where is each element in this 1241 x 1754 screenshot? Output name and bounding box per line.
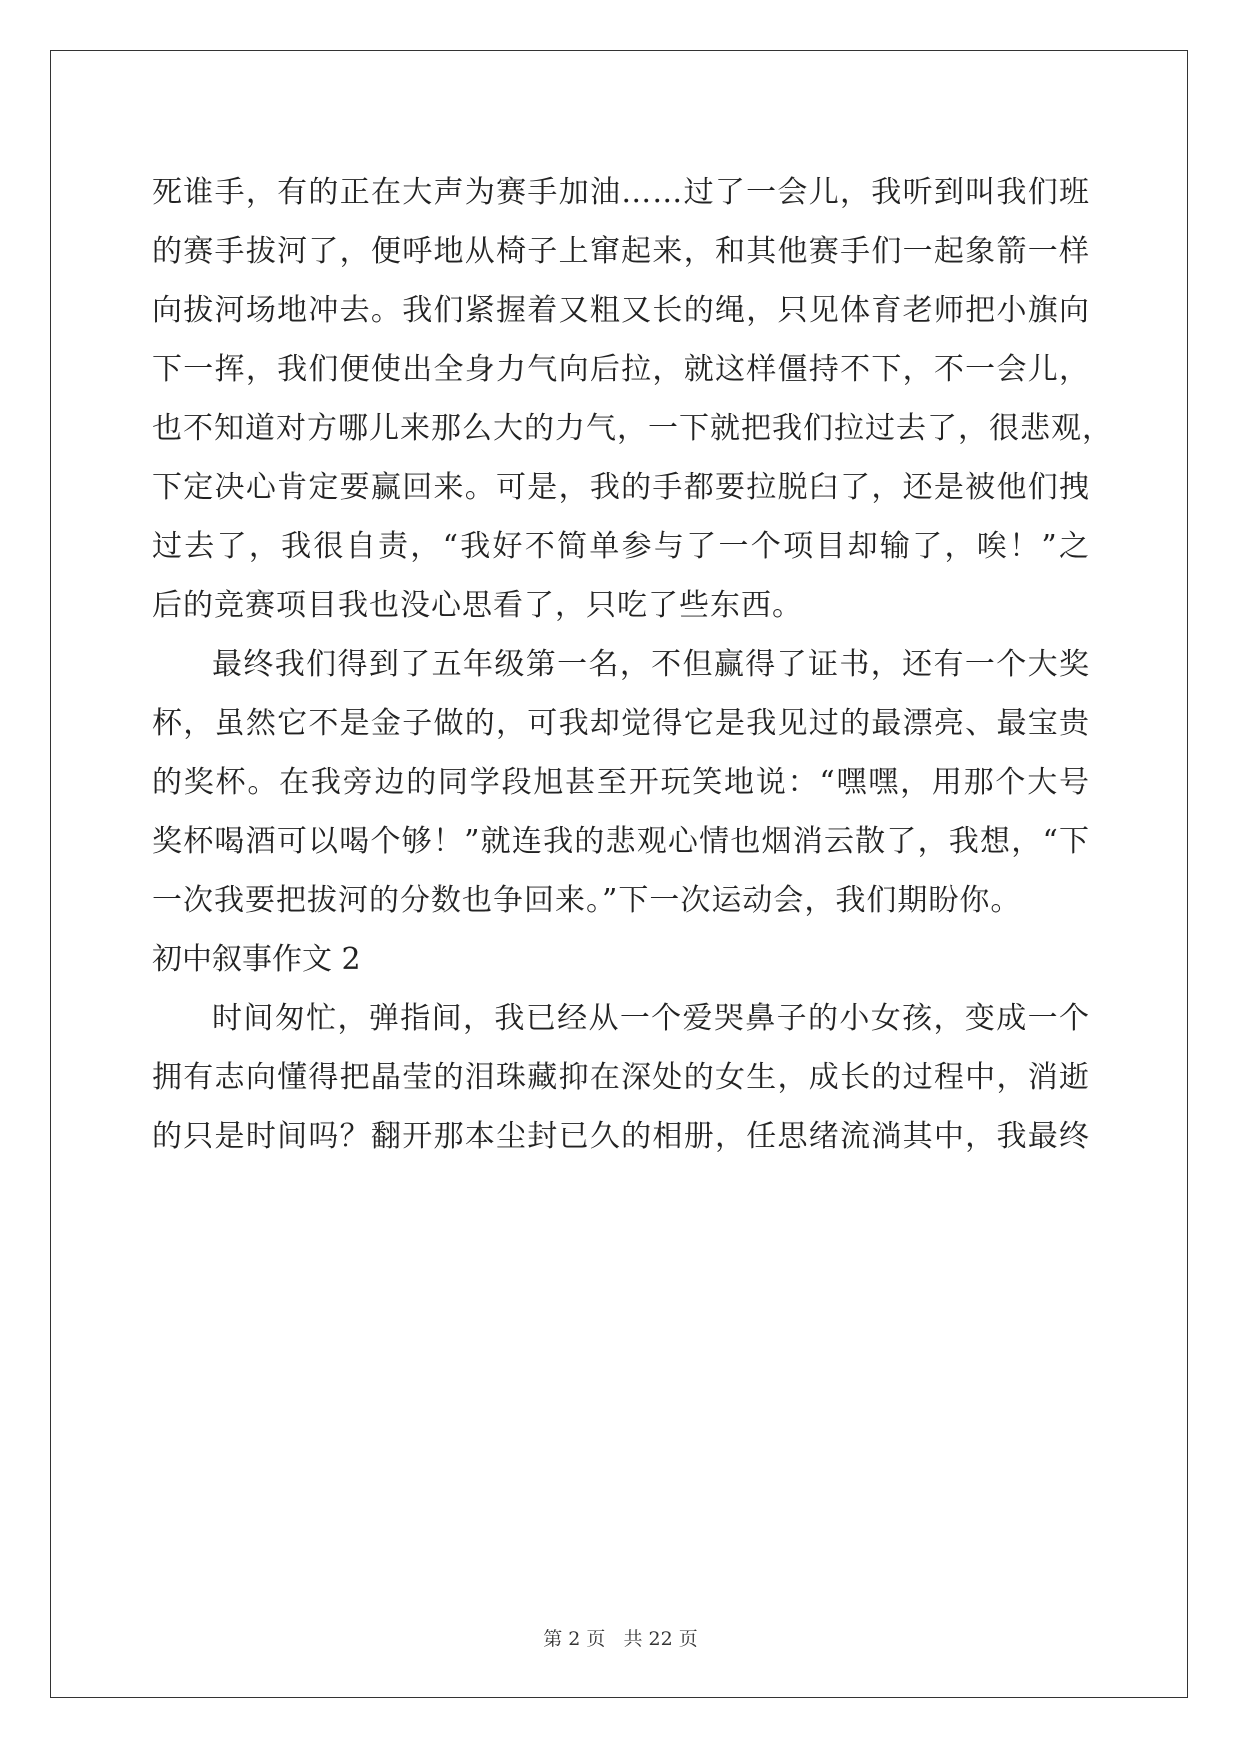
text-line: 的只是时间吗？翻开那本尘封已久的相册，任思绪流淌其中，我最终 (152, 1119, 1090, 1154)
page-total: 共 22 页 (623, 1628, 698, 1650)
text-line: 的赛手拔河了，便呼地从椅子上窜起来，和其他赛手们一起象箭一样 (152, 234, 1090, 269)
text-line: 后的竞赛项目我也没心思看了，只吃了些东西。 (152, 588, 803, 623)
text-line: 下一挥，我们便使出全身力气向后拉，就这样僵持不下，不一会儿， (152, 352, 1090, 387)
text-line: 下定决心肯定要赢回来。可是，我的手都要拉脱臼了，还是被他们拽 (152, 470, 1090, 505)
text-line: 拥有志向懂得把晶莹的泪珠藏抑在深处的女生，成长的过程中，消逝 (152, 1060, 1090, 1095)
page-number: 第 2 页 (543, 1628, 606, 1650)
page-footer (0, 1624, 1241, 1651)
paragraph-1 (152, 163, 1113, 635)
text-line: 的奖杯。在我旁边的同学段旭甚至开玩笑地说：“嘿嘿，用那个大号 (152, 765, 1090, 800)
text-line: 也不知道对方哪儿来那么大的力气，一下就把我们拉过去了，很悲观， (152, 411, 1113, 446)
text-line: 向拔河场地冲去。我们紧握着又粗又长的绳，只见体育老师把小旗向 (152, 293, 1090, 328)
text-line: 过去了，我很自责，“我好不简单参与了一个项目却输了，唉！”之 (152, 529, 1090, 564)
paragraph-3 (152, 989, 1090, 1166)
text-line: 最终我们得到了五年级第一名，不但赢得了证书，还有一个大奖 (212, 647, 1090, 682)
text-line: 杯，虽然它不是金子做的，可我却觉得它是我见过的最漂亮、最宝贵 (152, 706, 1090, 741)
text-line: 时间匆忙，弹指间，我已经从一个爱哭鼻子的小女孩，变成一个 (212, 1001, 1090, 1036)
text-line: 死谁手，有的正在大声为赛手加油……过了一会儿，我听到叫我们班 (152, 175, 1090, 210)
text-line: 一次我要把拔河的分数也争回来。”下一次运动会，我们期盼你。 (152, 883, 1022, 918)
text-line: 奖杯喝酒可以喝个够！”就连我的悲观心情也烟消云散了，我想，“下 (152, 824, 1090, 859)
section-heading: 初中叙事作文 2 (152, 942, 361, 977)
paragraph-2 (152, 635, 1090, 930)
document-body (152, 163, 1113, 1166)
